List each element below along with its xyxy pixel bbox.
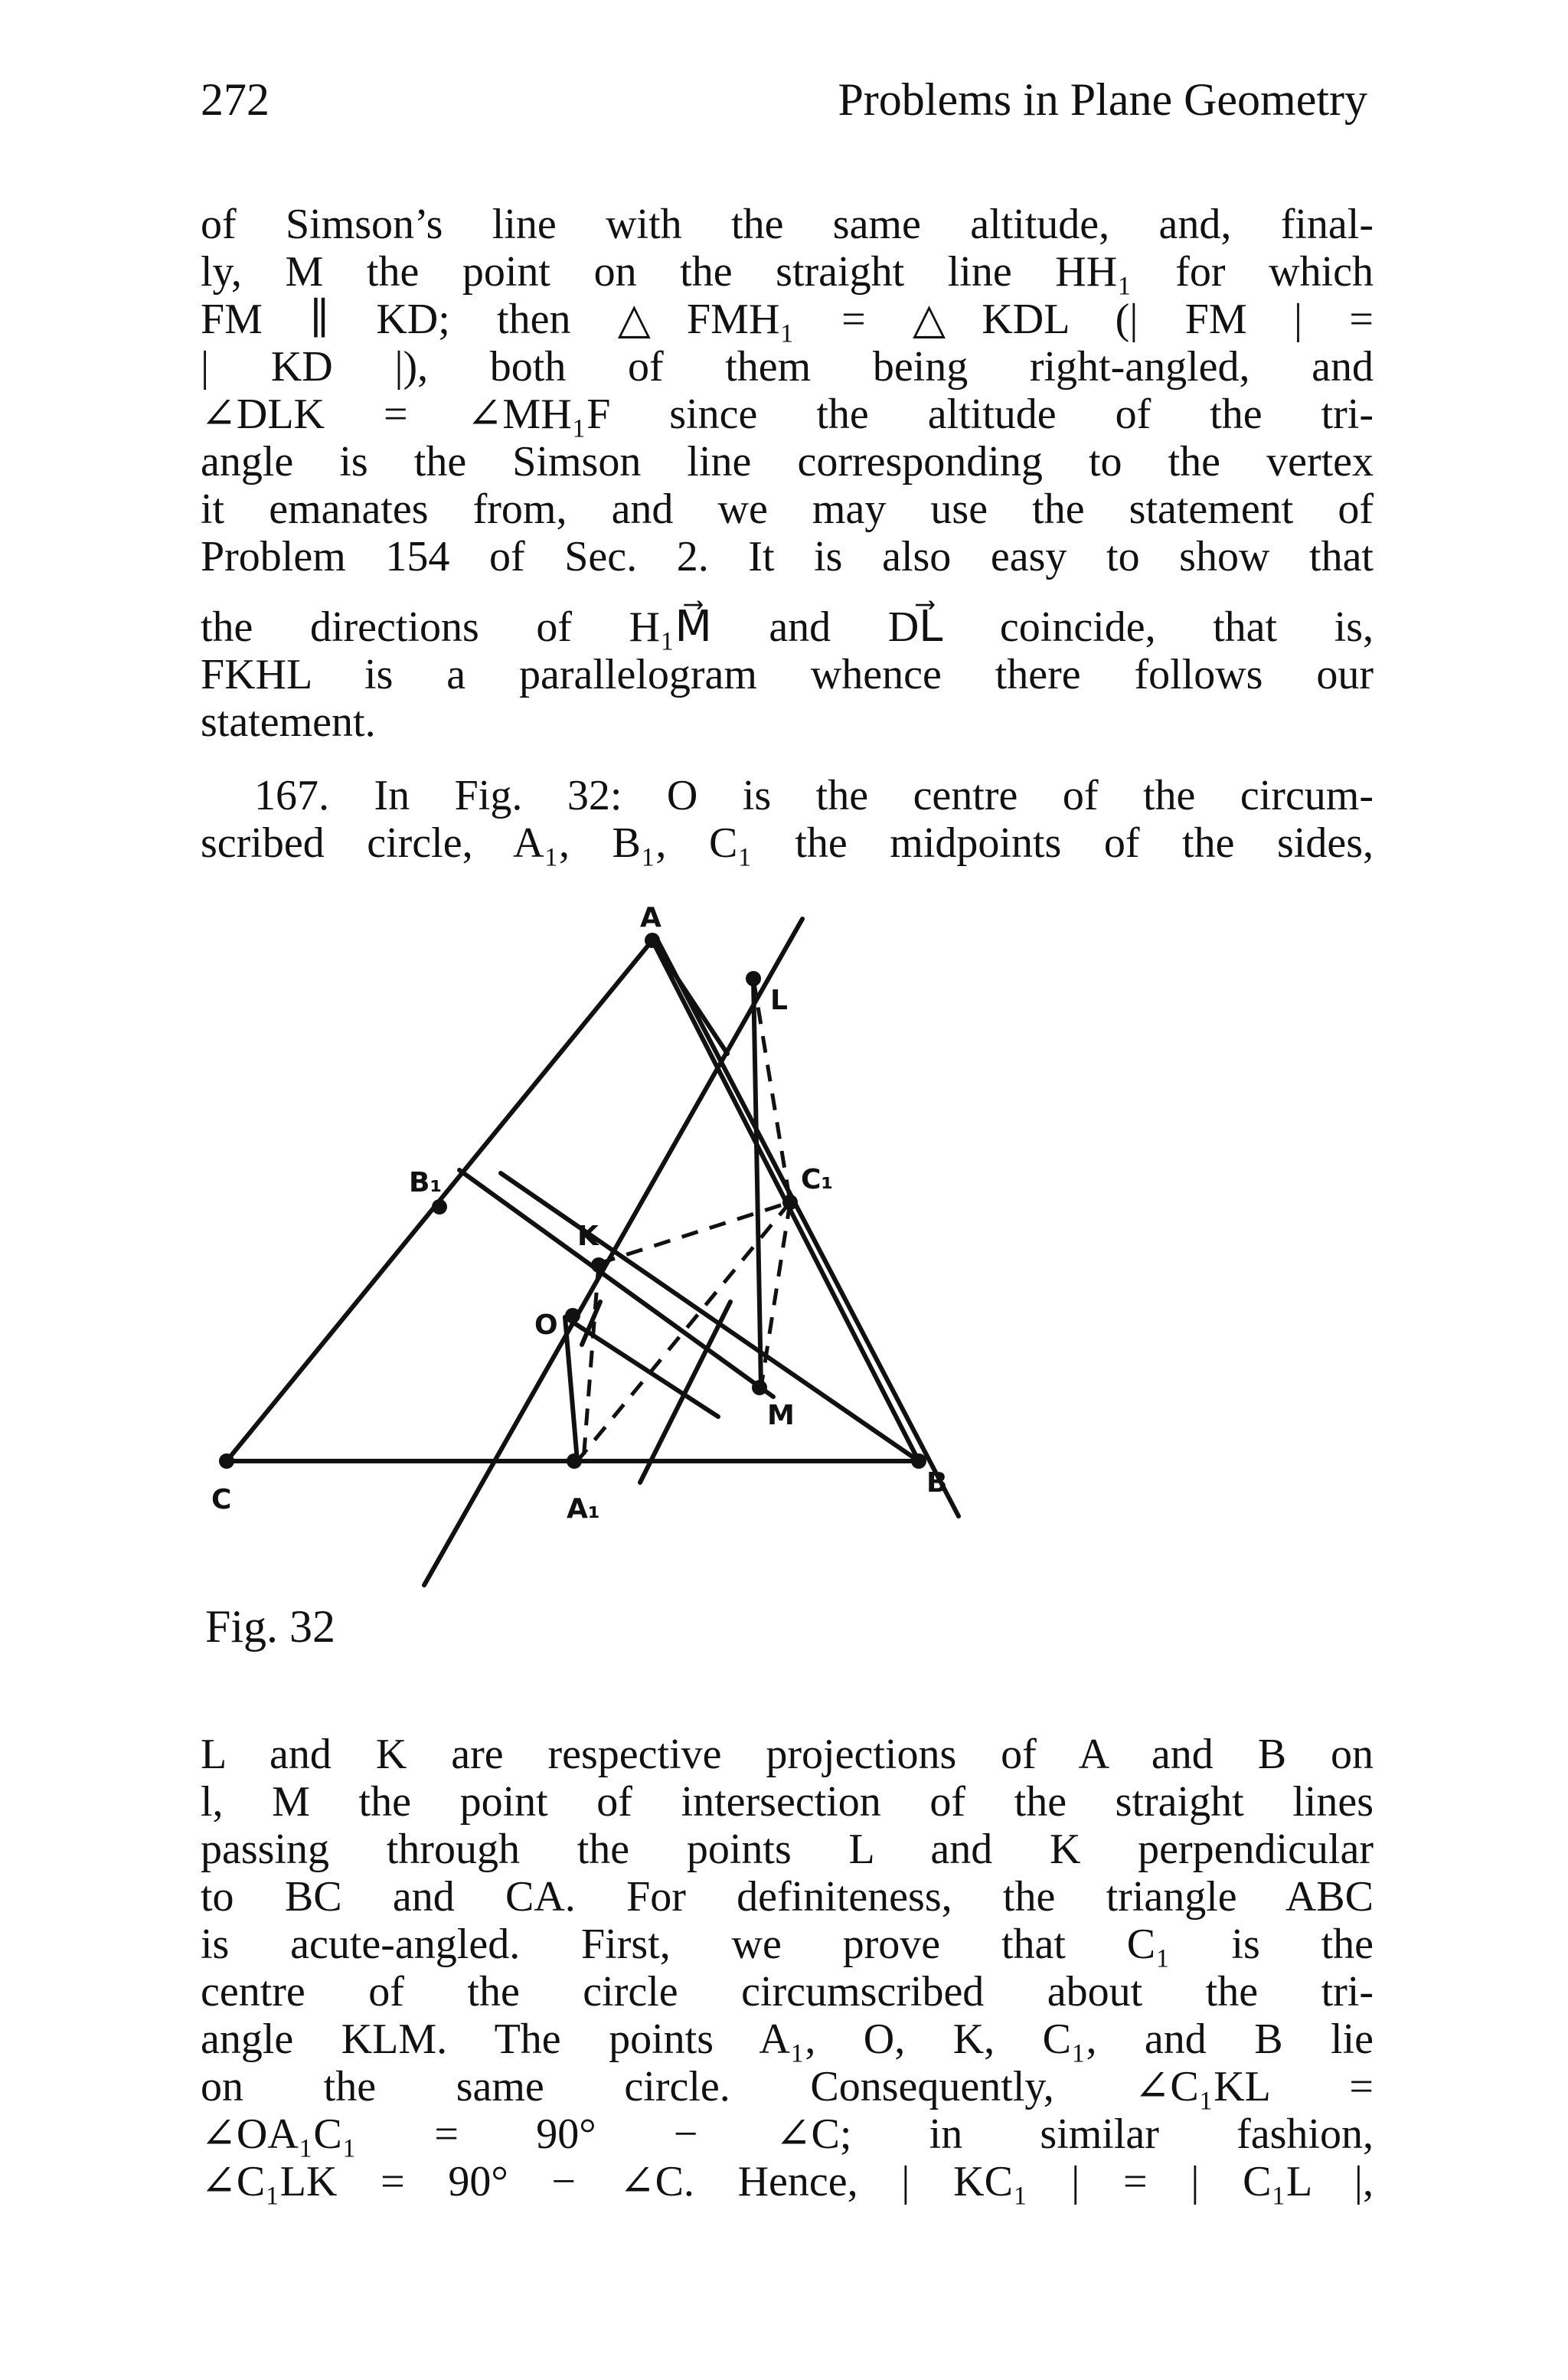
text-line: ∠C₁LK = 90° − ∠C. Hence, | KC₁ | = | C₁L |, [201,2158,1374,2205]
text-line: to BC and CA. For definiteness, the triangle ABC [201,1873,1374,1921]
label-k: K [577,1221,599,1252]
point-l [746,971,761,986]
page-number: 272 [201,74,270,125]
running-title: Problems in Plane Geometry [838,74,1367,125]
label-b1: B₁ [409,1167,443,1198]
text-line: statement. [201,698,376,746]
text-line: on the same circle. Consequently, ∠C₁KL = [201,2063,1374,2110]
label-a: A [640,904,662,933]
label-m: M [767,1400,795,1431]
text-line: FM ∥ KD; then △FMH₁ = △KDL (| FM | = [201,296,1374,343]
text-line: it emanates from, and we may use the statement of [201,485,1374,533]
perpendicular-al [652,940,727,1054]
paragraph-simson-line [201,201,1374,746]
label-c1: C₁ [801,1164,834,1195]
label-l: L [770,985,788,1016]
text-line: 167. In Fig. 32: O is the centre of the circum- [254,772,1374,819]
text-line: angle KLM. The points A₁, O, K, C₁, and B lie [201,2015,1374,2063]
text-line: L and K are respective projections of A and B on [201,1731,1374,1778]
point-k [591,1257,606,1273]
label-b: B [926,1467,948,1499]
geometry-diagram [201,904,1374,1608]
line-from-a [658,942,959,1516]
figure-caption: Fig. 32 [205,1601,336,1652]
paragraph-problem-167 [201,772,1374,867]
point-a [645,933,660,948]
point-c [219,1453,234,1469]
label-a1: A₁ [567,1493,600,1525]
text-line: ∠DLK = ∠MH₁F since the altitude of the tri- [201,391,1374,438]
line-lm [753,979,761,1388]
text-line: of Simson’s line with the same altitude, and, final- [201,201,1374,248]
label-o: O [534,1309,558,1341]
text-line: the directions of H₁M⃗ and DL⃗ coincide, that is, [201,603,1374,651]
figure-32 [201,904,1374,1608]
point-a1 [567,1453,582,1469]
dashed-kc1 [599,1202,790,1264]
paragraph-projections [201,1731,1374,2205]
text-line: angle is the Simson line corresponding to the vertex [201,438,1374,485]
point-c1 [782,1195,798,1210]
text-line: passing through the points L and K perpendicular [201,1826,1374,1873]
point-b1 [432,1199,447,1215]
line-b1 [459,1170,773,1397]
page-header [201,74,1367,135]
line-lower-extension [640,1302,730,1483]
text-line: scribed circle, A₁, B₁, C₁ the midpoints of the sides, [201,819,1374,867]
text-line: ly, M the point on the straight line HH₁ for which [201,248,1374,296]
text-line: | KD |), both of them being right-angled, and [201,343,1374,391]
label-c: C [211,1484,232,1515]
point-m [752,1380,767,1395]
line-oa1 [565,1317,577,1461]
text-line: FKHL is a parallelogram whence there follows our [201,651,1374,698]
point-b [911,1453,926,1469]
text-line: ∠OA₁C₁ = 90° − ∠C; in similar fashion, [201,2110,1374,2158]
text-line: centre of the circle circumscribed about the tri- [201,1968,1374,2015]
text-line: is acute-angled. First, we prove that C₁ is the [201,1921,1374,1968]
point-o [565,1308,580,1323]
text-line: Problem 154 of Sec. 2. It is also easy to show that [201,533,1374,580]
text-line: l, M the point of intersection of the straight lines [201,1778,1374,1826]
